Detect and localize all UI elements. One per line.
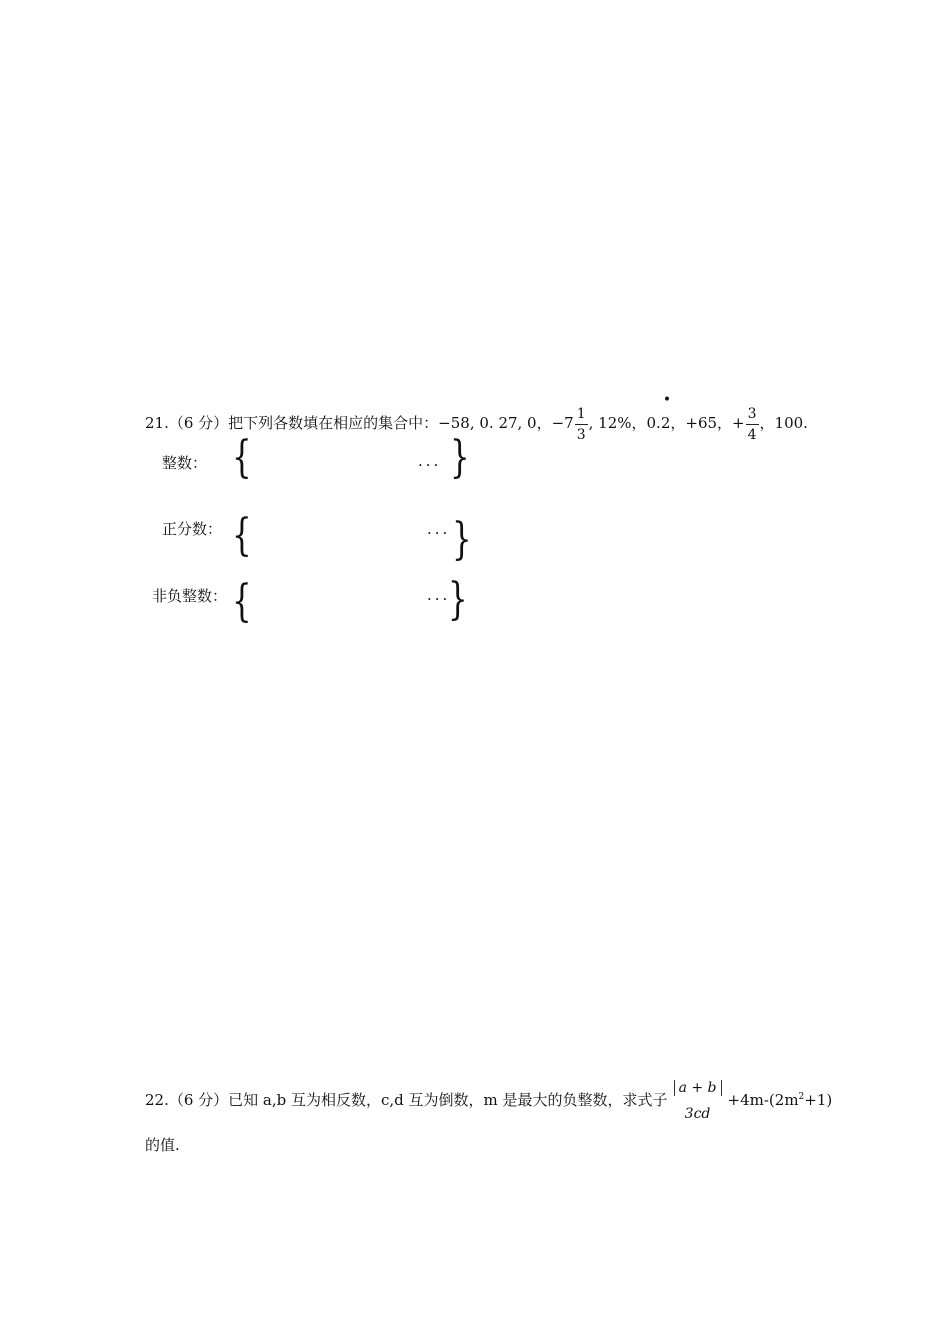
q22-line2: 的值.: [145, 1136, 180, 1154]
question-22: [145, 1080, 832, 1122]
close-brace-icon: }: [450, 432, 470, 483]
close-brace-icon: }: [452, 514, 472, 565]
open-brace-icon: {: [232, 576, 252, 627]
fraction-denominator: 3cd: [684, 1106, 711, 1122]
set-label-nonnegative-integers: 非负整数：: [152, 587, 228, 605]
close-brace-icon: }: [448, 574, 468, 625]
fraction-numerator: a + b: [674, 1080, 722, 1096]
q21-mid1: , 12%，0.: [588, 414, 661, 432]
open-brace-icon: {: [232, 432, 252, 483]
set-ellipsis: ...: [427, 520, 451, 538]
fraction-numerator: 1: [576, 405, 586, 422]
absolute-value-fraction: [670, 1080, 726, 1122]
fraction-numerator: 3: [747, 405, 757, 422]
fraction-three-quarters: [746, 407, 759, 442]
q21-prefix: 21.（6 分）把下列各数填在相应的集合中：−58, 0. 27, 0，−7: [145, 414, 574, 432]
q21-suffix: ，100.: [759, 414, 808, 432]
q22-suffix-b: +1): [804, 1091, 833, 1109]
set-label-integers: 整数：: [162, 454, 208, 472]
fraction-denominator: 3: [575, 424, 588, 442]
q22-prefix: 22.（6 分）已知 a,b 互为相反数，c,d 互为倒数，m 是最大的负整数，求式子: [145, 1091, 668, 1109]
open-brace-icon: {: [232, 510, 252, 561]
set-ellipsis: ...: [418, 452, 442, 470]
q22-suffix-a: +4m-(2m: [727, 1091, 799, 1109]
set-ellipsis: ...: [427, 586, 451, 604]
superscript-two: 2: [798, 1092, 805, 1102]
q21-mid2: ，+65，+: [670, 414, 745, 432]
repeating-decimal: [660, 392, 672, 432]
repeating-digit: 2: [660, 414, 671, 432]
fraction-one-third: [575, 407, 588, 442]
set-label-positive-fractions: 正分数：: [162, 520, 223, 538]
repeating-dot-icon: •: [662, 392, 672, 408]
fraction-denominator: 4: [746, 424, 759, 442]
